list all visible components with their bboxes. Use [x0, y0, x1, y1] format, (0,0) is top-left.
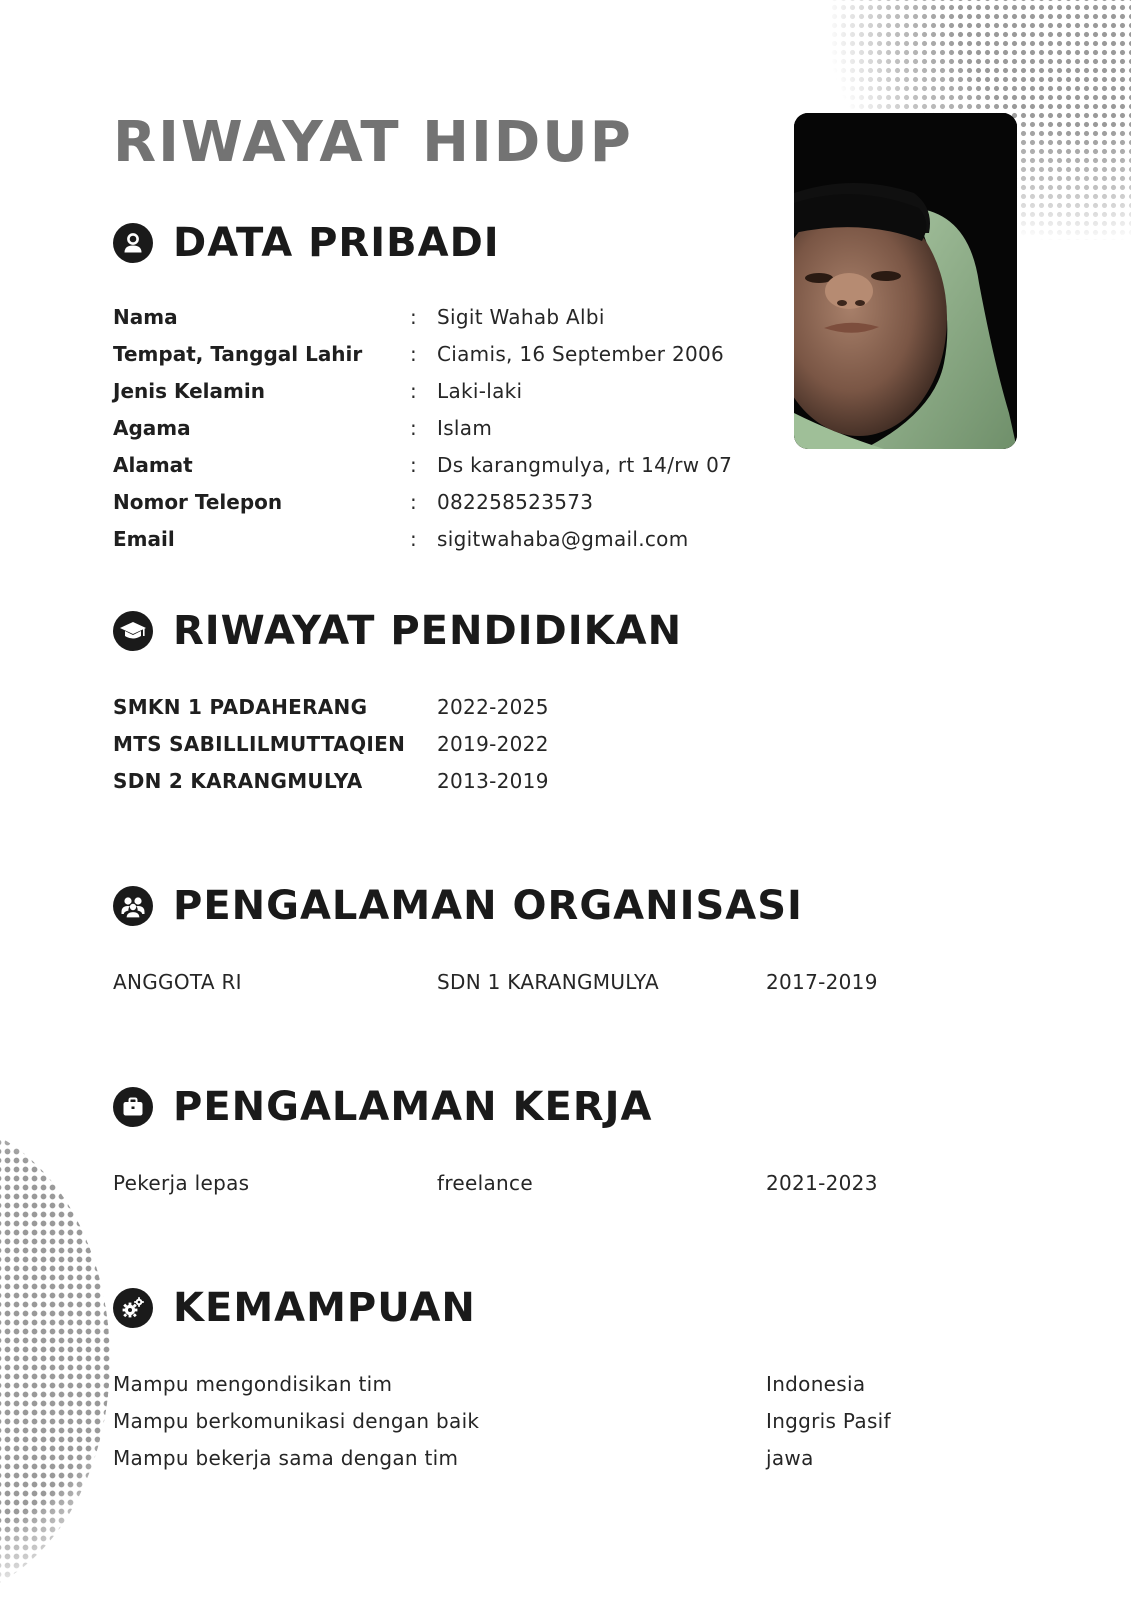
organization-row	[113, 967, 1013, 997]
section-kemampuan-header	[113, 1285, 476, 1331]
organization-role: ANGGOTA RI	[113, 970, 242, 994]
section-heading-organisasi: PENGALAMAN ORGANISASI	[173, 883, 803, 929]
graduation-cap-icon	[113, 611, 153, 651]
personal-row-email	[113, 524, 1013, 554]
separator: :	[410, 490, 417, 514]
skill-item: Mampu mengondisikan tim	[113, 1372, 393, 1396]
school-years: 2019-2022	[437, 732, 549, 756]
personal-row-telepon	[113, 487, 1013, 517]
section-heading-pendidikan: RIWAYAT PENDIDIKAN	[173, 608, 683, 654]
organization-years: 2017-2019	[766, 970, 878, 994]
personal-label: Tempat, Tanggal Lahir	[113, 342, 363, 366]
personal-label: Jenis Kelamin	[113, 379, 265, 403]
personal-value: Laki-laki	[437, 379, 523, 403]
work-place: freelance	[437, 1171, 533, 1195]
personal-value: sigitwahaba@gmail.com	[437, 527, 689, 551]
section-data-pribadi-header	[113, 220, 500, 266]
personal-row-jenis-kelamin	[113, 376, 1013, 406]
separator: :	[410, 305, 417, 329]
separator: :	[410, 379, 417, 403]
skill-item: Mampu berkomunikasi dengan baik	[113, 1409, 480, 1433]
personal-label: Email	[113, 527, 175, 551]
work-role: Pekerja lepas	[113, 1171, 250, 1195]
skill-item: Mampu bekerja sama dengan tim	[113, 1446, 459, 1470]
section-kerja-header	[113, 1084, 653, 1130]
work-row	[113, 1168, 1013, 1198]
personal-row-nama	[113, 302, 1013, 332]
language-item: Inggris Pasif	[766, 1409, 891, 1433]
section-organisasi-header	[113, 883, 803, 929]
personal-label: Alamat	[113, 453, 193, 477]
language-item: jawa	[766, 1446, 814, 1470]
school-years: 2013-2019	[437, 769, 549, 793]
personal-value: 082258523573	[437, 490, 594, 514]
personal-row-ttl	[113, 339, 1013, 369]
separator: :	[410, 453, 417, 477]
education-row	[113, 729, 1013, 759]
personal-row-alamat	[113, 450, 1013, 480]
group-icon	[113, 886, 153, 926]
skill-row	[113, 1406, 1013, 1436]
section-heading-kemampuan: KEMAMPUAN	[173, 1285, 476, 1331]
personal-value: Ciamis, 16 September 2006	[437, 342, 725, 366]
personal-value: Sigit Wahab Albi	[437, 305, 605, 329]
separator: :	[410, 527, 417, 551]
section-pendidikan-header	[113, 608, 683, 654]
personal-value: Islam	[437, 416, 493, 440]
personal-row-agama	[113, 413, 1013, 443]
school-name: SDN 2 KARANGMULYA	[113, 769, 363, 793]
skill-row	[113, 1369, 1013, 1399]
separator: :	[410, 416, 417, 440]
work-years: 2021-2023	[766, 1171, 878, 1195]
briefcase-icon	[113, 1087, 153, 1127]
page-title: RIWAYAT HIDUP	[113, 110, 633, 175]
language-item: Indonesia	[766, 1372, 866, 1396]
school-years: 2022-2025	[437, 695, 549, 719]
school-name: MTS SABILLILMUTTAQIEN	[113, 732, 406, 756]
skill-row	[113, 1443, 1013, 1473]
personal-label: Nama	[113, 305, 178, 329]
gears-icon	[113, 1288, 153, 1328]
education-row	[113, 692, 1013, 722]
personal-label: Agama	[113, 416, 191, 440]
separator: :	[410, 342, 417, 366]
school-name: SMKN 1 PADAHERANG	[113, 695, 368, 719]
halftone-decoration-bottom-left	[0, 1120, 110, 1600]
personal-value: Ds karangmulya, rt 14/rw 07	[437, 453, 733, 477]
section-heading-data-pribadi: DATA PRIBADI	[173, 220, 500, 266]
education-row	[113, 766, 1013, 796]
user-icon	[113, 223, 153, 263]
organization-place: SDN 1 KARANGMULYA	[437, 970, 659, 994]
section-heading-kerja: PENGALAMAN KERJA	[173, 1084, 653, 1130]
personal-label: Nomor Telepon	[113, 490, 283, 514]
